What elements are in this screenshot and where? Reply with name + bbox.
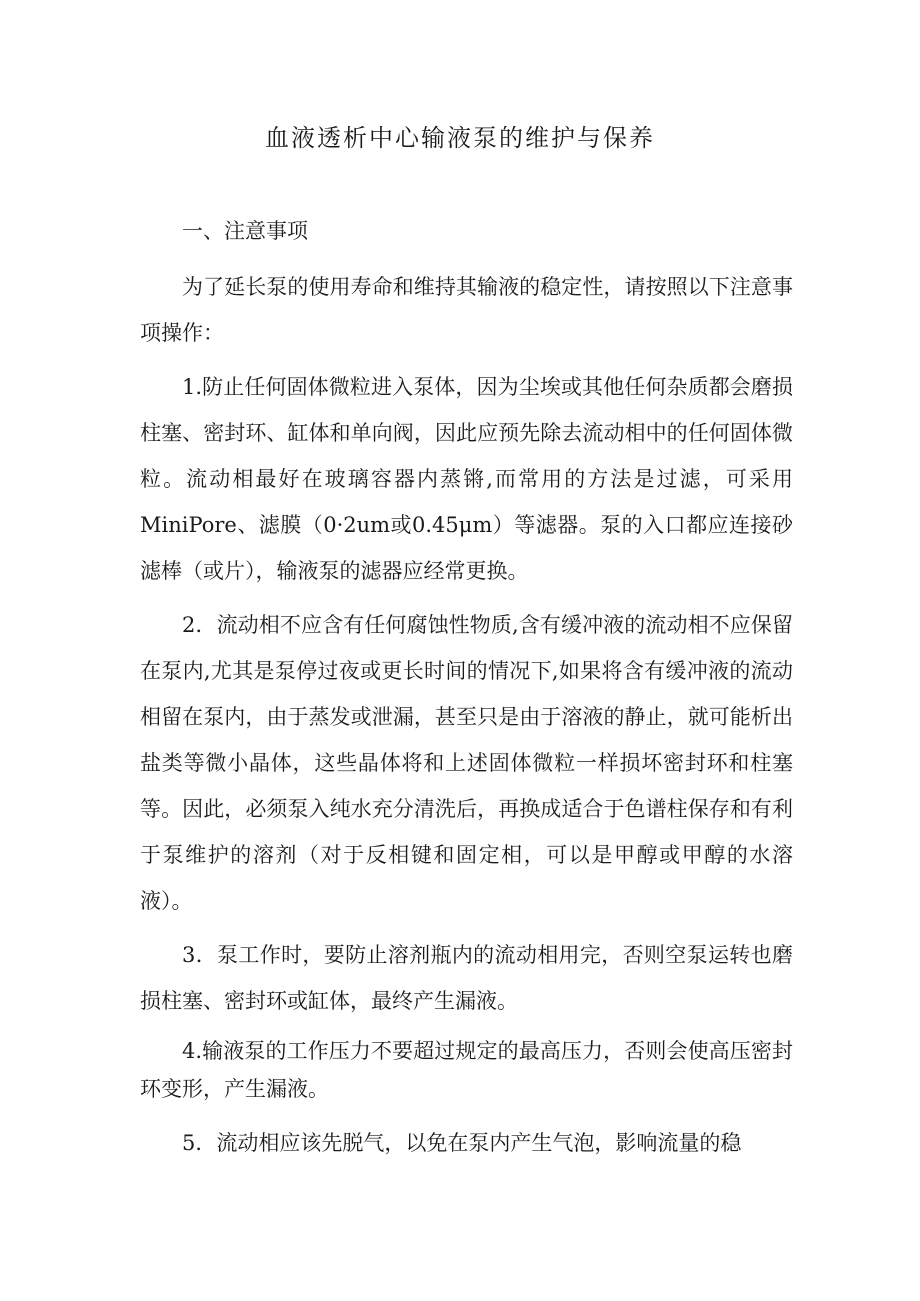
list-item-2: 2．流动相不应含有任何腐蚀性物质,含有缓冲液的流动相不应保留在泵内,尤其是泵停过夜或更长时间的情况下,如果将含有缓冲液的流动相留在泵内，由于蒸发或泄漏，甚至只是由于溶液的静止，就可能析出盐类等微小晶体，这些晶体将和上述固体微粒一样损坏密封环和柱塞等。因此，必须泵入纯水充分清洗后，再换成适合于色谱柱保存和有利于泵维护的溶剂（对于反相键和固定相，可以是甲醇或甲醇的水溶液）。	[140, 613, 793, 913]
document-body	[140, 208, 793, 1174]
list-item-3: 3．泵工作时，要防止溶剂瓶内的流动相用完，否则空泵运转也磨损柱塞、密封环或缸体，最终产生漏液。	[140, 943, 793, 1013]
list-item-5: 5．流动相应该先脱气，以免在泵内产生气泡，影响流量的稳	[182, 1131, 742, 1155]
list-item-1: 1.防止任何固体微粒进入泵体，因为尘埃或其他任何杂质都会磨损柱塞、密封环、缸体和单向阀，因此应预先除去流动相中的任何固体微粒。流动相最好在玻璃容器内蒸锵,而常用的方法是过滤，可采用MiniPore、滤膜（0·2um或0.45μm）等滤器。泵的入口都应连接砂滤棒（或片），输液泵的滤器应经常更换。	[140, 375, 793, 583]
section-heading: 一、注意事项	[182, 219, 308, 243]
document-title: 血液透析中心输液泵的维护与保养	[265, 124, 655, 152]
intro-paragraph: 为了延长泵的使用寿命和维持其输液的稳定性，请按照以下注意事项操作：	[140, 275, 793, 345]
list-item-4: 4.输液泵的工作压力不要超过规定的最高压力，否则会使高压密封环变形，产生漏液。	[140, 1039, 793, 1101]
